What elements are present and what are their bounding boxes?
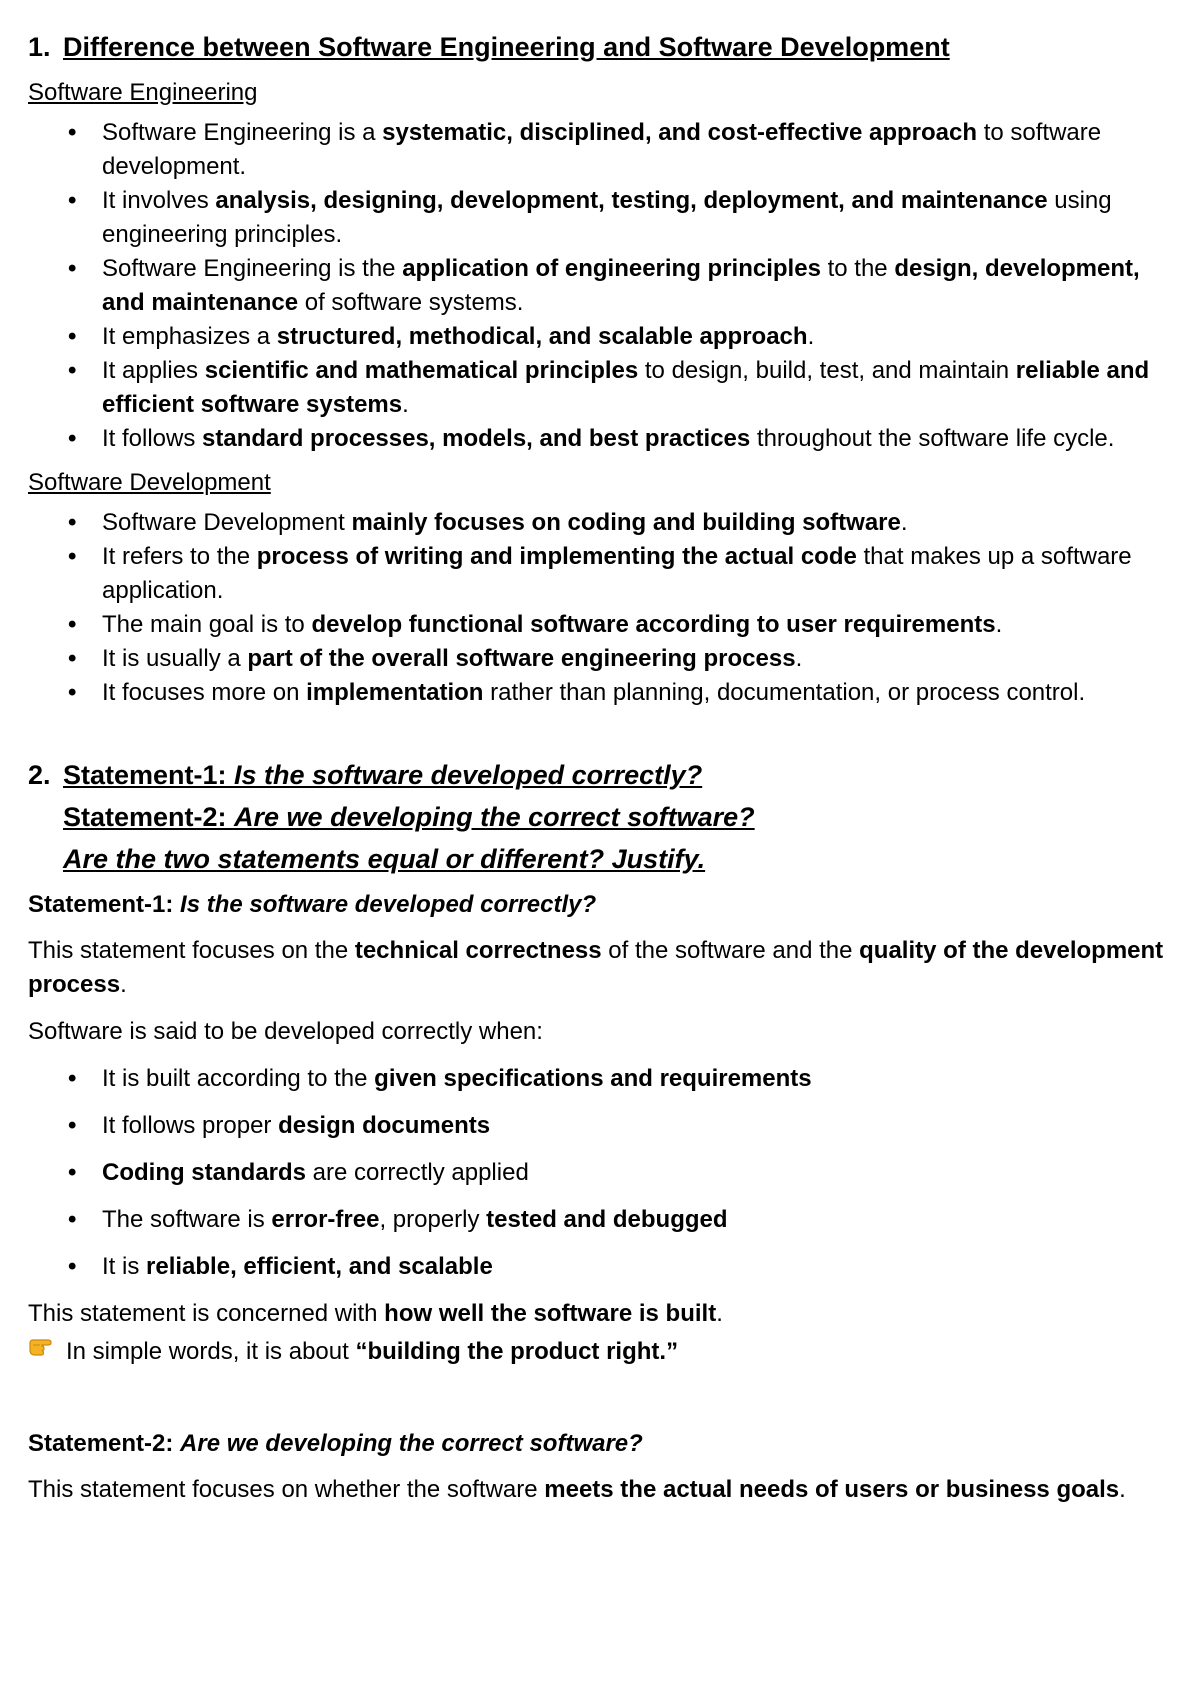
list-item: • Software Development mainly focuses on coding and building software. — [102, 506, 1178, 540]
question-2-line-1: 2. Statement-1: Is the software developed correctly? — [63, 754, 1178, 796]
question-1-number: 1. — [28, 32, 51, 62]
list-item: • It emphasizes a structured, methodical, and scalable approach. — [102, 320, 1178, 354]
statement-2-label: Statement-2: Are we developing the correct software? — [28, 1430, 643, 1457]
list-item: • It is usually a part of the overall software engineering process. — [102, 642, 1178, 676]
list-item: • It is built according to the given specifications and requirements — [102, 1062, 1178, 1096]
list-item: • It follows standard processes, models, and best practices throughout the software life cycle. — [102, 422, 1178, 456]
list-item: • The software is error-free, properly tested and debugged — [102, 1203, 1178, 1237]
statement-1-conclusion: This statement is concerned with how well the software is built. — [28, 1300, 723, 1327]
statement-2-paragraph: This statement focuses on whether the software meets the actual needs of users or business goals. — [28, 1476, 1126, 1503]
list-item: • It follows proper design documents — [102, 1109, 1178, 1143]
list-item: • Coding standards are correctly applied — [102, 1156, 1178, 1190]
document-page — [28, 28, 1178, 1520]
list-item: • The main goal is to develop functional software according to user requirements. — [102, 608, 1178, 642]
question-2-line-2: Statement-2: Are we developing the correct software? — [63, 802, 755, 832]
list-item: • Software Engineering is the application of engineering principles to the design, development, and maintenance of software systems. — [102, 252, 1178, 320]
question-1-heading — [28, 28, 1178, 66]
list-item: • It focuses more on implementation rather than planning, documentation, or process control. — [102, 676, 1178, 710]
list-item: • It refers to the process of writing and implementing the actual code that makes up a software application. — [102, 540, 1178, 608]
software-development-heading: Software Development — [28, 469, 271, 496]
software-engineering-list — [28, 116, 1178, 456]
statement-1-list — [28, 1062, 1178, 1284]
list-item: • It involves analysis, designing, development, testing, deployment, and maintenance using engineering principles. — [102, 184, 1178, 252]
pointing-hand-icon — [28, 1333, 58, 1369]
statement-1-label: Statement-1: Is the software developed correctly? — [28, 891, 597, 918]
statement-1-summary: In simple words, it is about “building the product right.” — [28, 1333, 1178, 1369]
question-1-title: Difference between Software Engineering and Software Development — [63, 32, 950, 62]
statement-1-intro: Software is said to be developed correctly when: — [28, 1018, 543, 1045]
list-item: • It applies scientific and mathematical principles to design, build, test, and maintain reliable and efficient software systems. — [102, 354, 1178, 422]
list-item: • It is reliable, efficient, and scalable — [102, 1250, 1178, 1284]
software-development-list — [28, 506, 1178, 710]
list-item: • Software Engineering is a systematic, disciplined, and cost-effective approach to software development. — [102, 116, 1178, 184]
question-2-line-3: Are the two statements equal or different? Justify. — [63, 844, 706, 874]
question-2-heading — [28, 754, 1178, 880]
software-engineering-heading: Software Engineering — [28, 79, 258, 106]
statement-1-paragraph: This statement focuses on the technical correctness of the software and the quality of the development process. — [28, 937, 1164, 998]
question-2-number: 2. — [28, 760, 51, 790]
